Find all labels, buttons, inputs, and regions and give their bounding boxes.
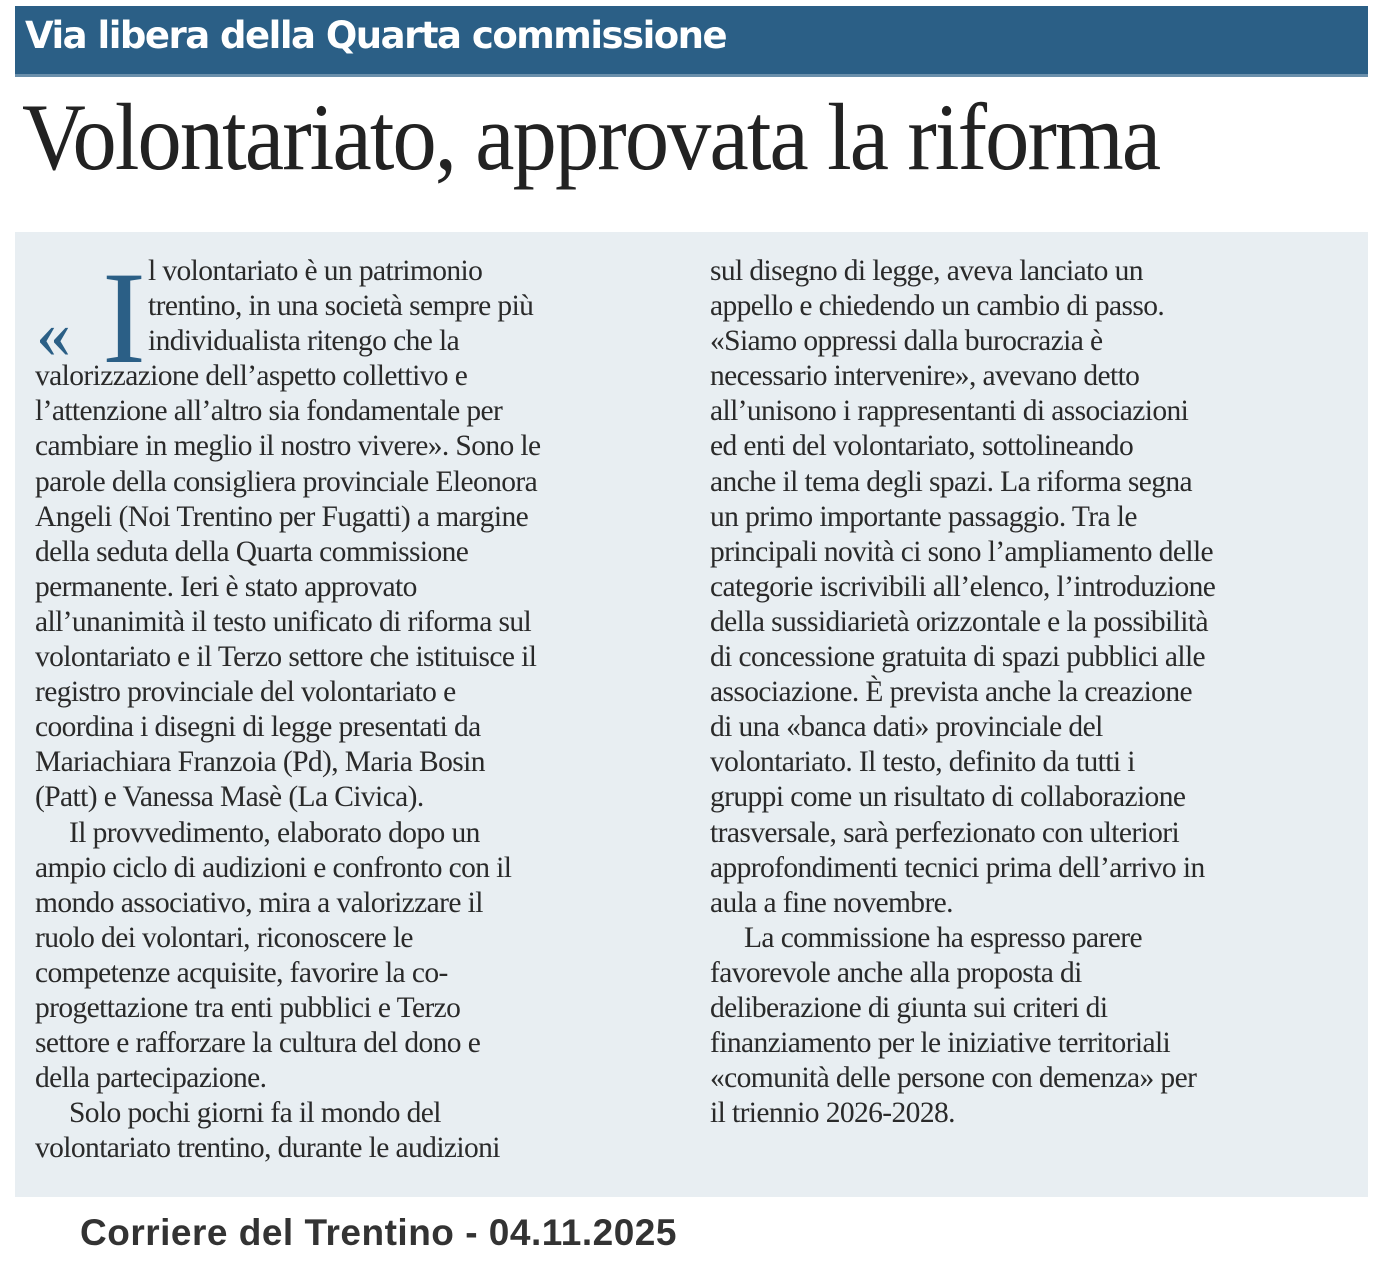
text-line: Il provvedimento, elaborato dopo un: [69, 816, 480, 849]
drop-cap: I: [102, 244, 146, 391]
text-line: un primo importante passaggio. Tra le: [710, 500, 1137, 533]
text-line: valorizzazione dell’aspetto collettivo e: [35, 360, 468, 393]
kicker-bar: [15, 6, 1368, 77]
text-line: favorevole anche alla proposta di: [710, 956, 1082, 989]
text-line: approfondimenti tecnici prima dell’arrivo in: [710, 851, 1205, 884]
text-line: Solo pochi giorni fa il mondo del: [69, 1097, 441, 1130]
text-line: «Siamo oppressi dalla burocrazia è: [710, 325, 1103, 358]
text-line: finanziamento per le iniziative territoriali: [710, 1027, 1171, 1060]
text-line: «comunità delle persone con demenza» per: [710, 1062, 1197, 1095]
text-line: parole della consigliera provinciale Eleonora: [35, 465, 538, 498]
text-line: l’attenzione all’altro sia fondamentale per: [35, 395, 503, 428]
text-line: trasversale, sarà perfezionato con ulteriori: [710, 816, 1180, 849]
text-line: aula a fine novembre.: [710, 886, 953, 919]
text-line: principali novità ci sono l’ampliamento delle: [710, 535, 1214, 568]
text-line: (Patt) e Vanessa Masè (La Civica).: [35, 781, 424, 814]
kicker-text: Via libera della Quarta commissione: [25, 14, 727, 57]
text-line: trentino, in una società sempre più: [148, 290, 534, 323]
text-line: mondo associativo, mira a valorizzare il: [35, 886, 483, 919]
text-line: permanente. Ieri è stato approvato: [35, 570, 417, 603]
headline: Volontariato, approvata la riforma: [22, 84, 1160, 190]
text-line: deliberazione di giunta sui criteri di: [710, 991, 1108, 1024]
text-line: della partecipazione.: [35, 1062, 267, 1095]
text-line: individualista ritengo che la: [148, 325, 460, 358]
text-line: La commissione ha espresso parere: [744, 921, 1142, 954]
text-line: all’unisono i rappresentanti di associazioni: [710, 395, 1189, 428]
text-line: l volontariato è un patrimonio: [148, 255, 483, 287]
text-line: gruppi come un risultato di collaborazione: [710, 781, 1186, 814]
text-line: volontariato trentino, durante le audizioni: [35, 1132, 500, 1165]
text-line: della sussidiarietà orizzontale e la possibilità: [710, 605, 1208, 638]
text-line: della seduta della Quarta commissione: [35, 535, 469, 568]
source-credit: Corriere del Trentino - 04.11.2025: [80, 1212, 677, 1253]
text-line: anche il tema degli spazi. La riforma segna: [710, 465, 1193, 498]
text-line: volontariato. Il testo, definito da tutti i: [710, 746, 1135, 779]
text-line: registro provinciale del volontariato e: [35, 676, 456, 709]
text-line: competenze acquisite, favorire la co-: [35, 956, 448, 989]
text-line: sul disegno di legge, aveva lanciato un: [710, 255, 1143, 287]
left-column: [35, 244, 541, 1166]
text-line: ruolo dei volontari, riconoscere le: [35, 921, 413, 954]
text-line: volontariato e il Terzo settore che istituisce il: [35, 641, 537, 674]
text-line: settore e rafforzare la cultura del dono e: [35, 1027, 481, 1060]
text-line: appello e chiedendo un cambio di passo.: [710, 290, 1165, 323]
text-line: il triennio 2026-2028.: [710, 1097, 955, 1130]
drop-quote: «: [36, 296, 71, 373]
text-line: progettazione tra enti pubblici e Terzo: [35, 991, 461, 1024]
text-line: all’unanimità il testo unificato di riforma sul: [35, 605, 532, 638]
right-column: [710, 254, 1215, 1131]
text-line: coordina i disegni di legge presentati da: [35, 711, 481, 744]
text-line: necessario intervenire», avevano detto: [710, 360, 1140, 393]
text-line: di concessione gratuita di spazi pubblici alle: [710, 641, 1206, 674]
text-line: associazione. È prevista anche la creazione: [710, 676, 1192, 709]
text-line: cambiare in meglio il nostro vivere». Sono le: [35, 430, 541, 463]
text-line: di una «banca dati» provinciale del: [710, 711, 1103, 744]
text-line: Angeli (Noi Trentino per Fugatti) a margine: [35, 500, 529, 533]
text-line: ed enti del volontariato, sottolineando: [710, 430, 1134, 463]
text-line: ampio ciclo di audizioni e confronto con il: [35, 851, 512, 884]
text-line: categorie iscrivibili all’elenco, l’introduzione: [710, 570, 1216, 603]
text-line: Mariachiara Franzoia (Pd), Maria Bosin: [35, 746, 485, 779]
